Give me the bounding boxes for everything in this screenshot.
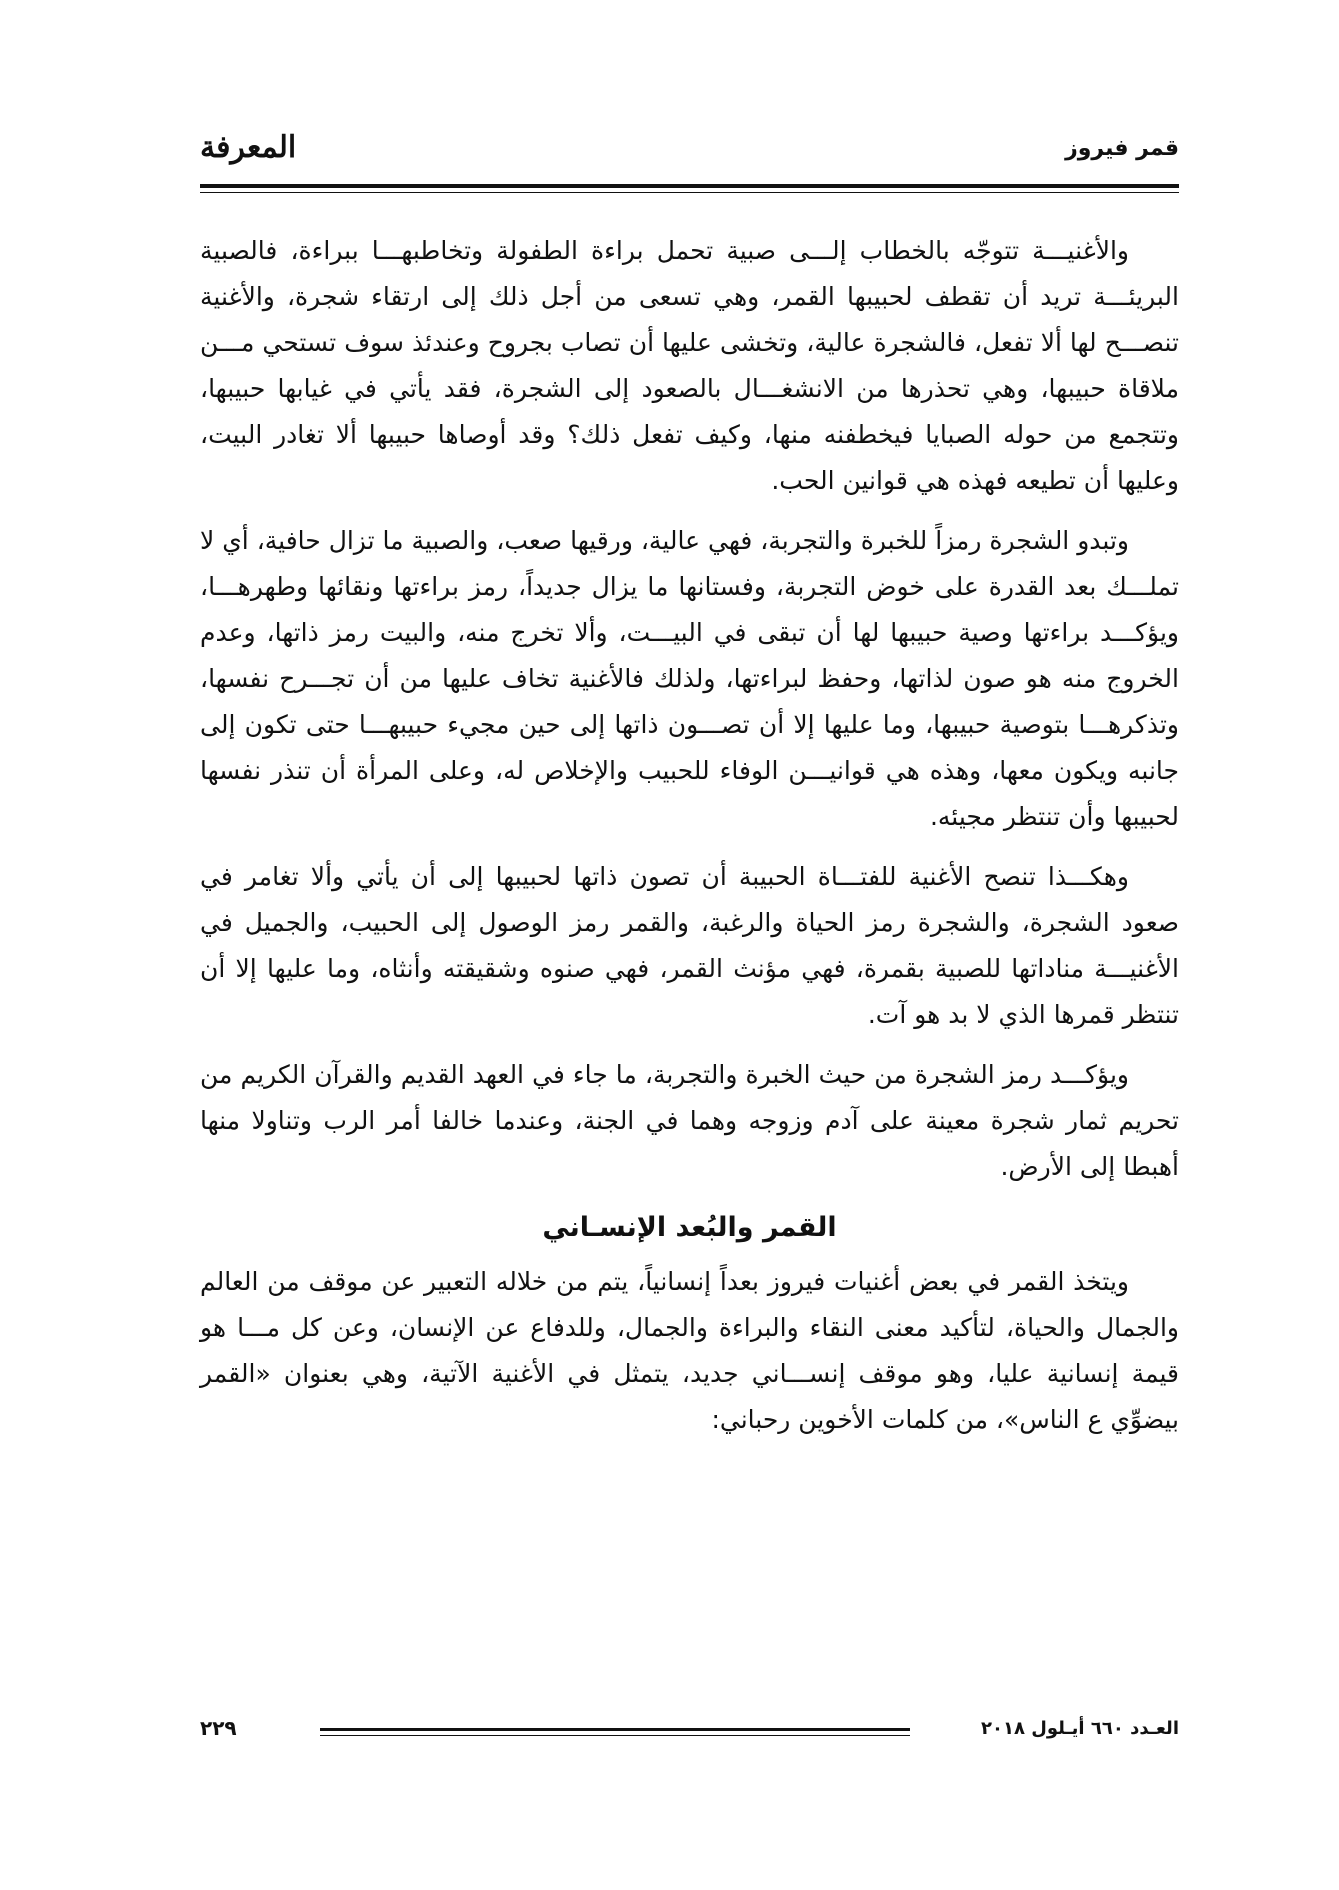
- section-heading: القمر والبُعد الإنسـاني: [542, 1212, 837, 1243]
- paragraph: ويؤكـــد رمز الشجرة من حيث الخبرة والتجربة، ما جاء في العهد القديم والقرآن الكريم من تحريم ثمار شجرة معينة على آدم وزوجه وهما في الجنة، وعندما خالفا أمر الرب وتناولا منها أهبطا إلى الأرض.: [200, 1060, 1179, 1181]
- page-number: ٢٢٩: [200, 1716, 237, 1740]
- magazine-logo: المعرفة: [200, 130, 297, 165]
- paragraph: ويتخذ القمر في بعض أغنيات فيروز بعداً إنسانياً، يتم من خلاله التعبير عن موقف من العالم والجمال والحياة، لتأكيد معنى النقاء والبراءة والجمال، وللدفاع عن الإنسان، وعن كل مـــا هو قيمة إنسانية عليا، وهو موقف إنســـاني جديد، يتمثل في الأغنية الآتية، وهي بعنوان «القمر بيضوِّي ع الناس»، من كلمات الأخوين رحباني:: [200, 1267, 1179, 1434]
- paragraph: وهكـــذا تنصح الأغنية للفتـــاة الحبيبة أن تصون ذاتها لحبيبها إلى أن يأتي وألا تغامر في صعود الشجرة، والشجرة رمز الحياة والرغبة، والقمر رمز الوصول إلى الحبيب، والجميل في الأغنيـــة مناداتها للصبية بقمرة، فهي مؤنث القمر، فهي صنوه وشقيقته وأنثاه، وما عليها إلا أن تنتظر قمرها الذي لا بد هو آت.: [200, 862, 1179, 1029]
- running-title: قمر فيروز: [1065, 136, 1179, 161]
- header-divider-thin: [200, 192, 1179, 193]
- page-header: [200, 130, 1179, 180]
- article-body: [200, 228, 1179, 1457]
- paragraph: وتبدو الشجرة رمزاً للخبرة والتجربة، فهي عالية، ورقيها صعب، والصبية ما تزال حافية، أي لا تملـــك بعد القدرة على خوض التجربة، وفستانها ما يزال جديداً، رمز براءتها ونقائها وطهرهـــا، ويؤكـــد براءتها وصية حبيبها لها أن تبقى في البيـــت، وألا تخرج منه، والبيت رمز ذاتها، وعدم الخروج منه هو صون لذاتها، وحفظ لبراءتها، ولذلك فالأغنية تخاف عليها من أن تجـــرح نفسها، وتذكرهـــا بتوصية حبيبها، وما عليها إلا أن تصـــون ذاتها إلى حين مجيء حبيبهـــا حتى تكون إلى جانبه ويكون معها، وهذه هي قوانيـــن الوفاء للحبيب والإخلاص له، وعلى المرأة أن تنذر نفسها لحبيبها وأن تنتظر مجيئه.: [200, 526, 1179, 831]
- page-footer: [200, 1718, 1179, 1758]
- header-divider: [200, 184, 1179, 188]
- paragraph: والأغنيـــة تتوجّه بالخطاب إلـــى صبية تحمل براءة الطفولة وتخاطبهـــا ببراءة، فالصبية البريئـــة تريد أن تقطف لحبيبها القمر، وهي تسعى من أجل ذلك إلى ارتقاء شجرة، والأغنية تنصـــح لها ألا تفعل، فالشجرة عالية، وتخشى عليها أن تصاب بجروح وعندئذ سوف تستحي مـــن ملاقاة حبيبها، وهي تحذرها من الانشغـــال بالصعود إلى الشجرة، فقد يأتي في غيابها حبيبها، وتتجمع من حوله الصبايا فيخطفنه منها، وكيف تفعل ذلك؟ وقد أوصاها حبيبها ألا تغادر البيت، وعليها أن تطيعه فهذه هي قوانين الحب.: [200, 236, 1179, 495]
- footer-divider: [320, 1728, 910, 1731]
- issue-info: العـدد ٦٦٠ أيـلول ٢٠١٨: [981, 1718, 1179, 1739]
- footer-divider-thin: [320, 1735, 910, 1736]
